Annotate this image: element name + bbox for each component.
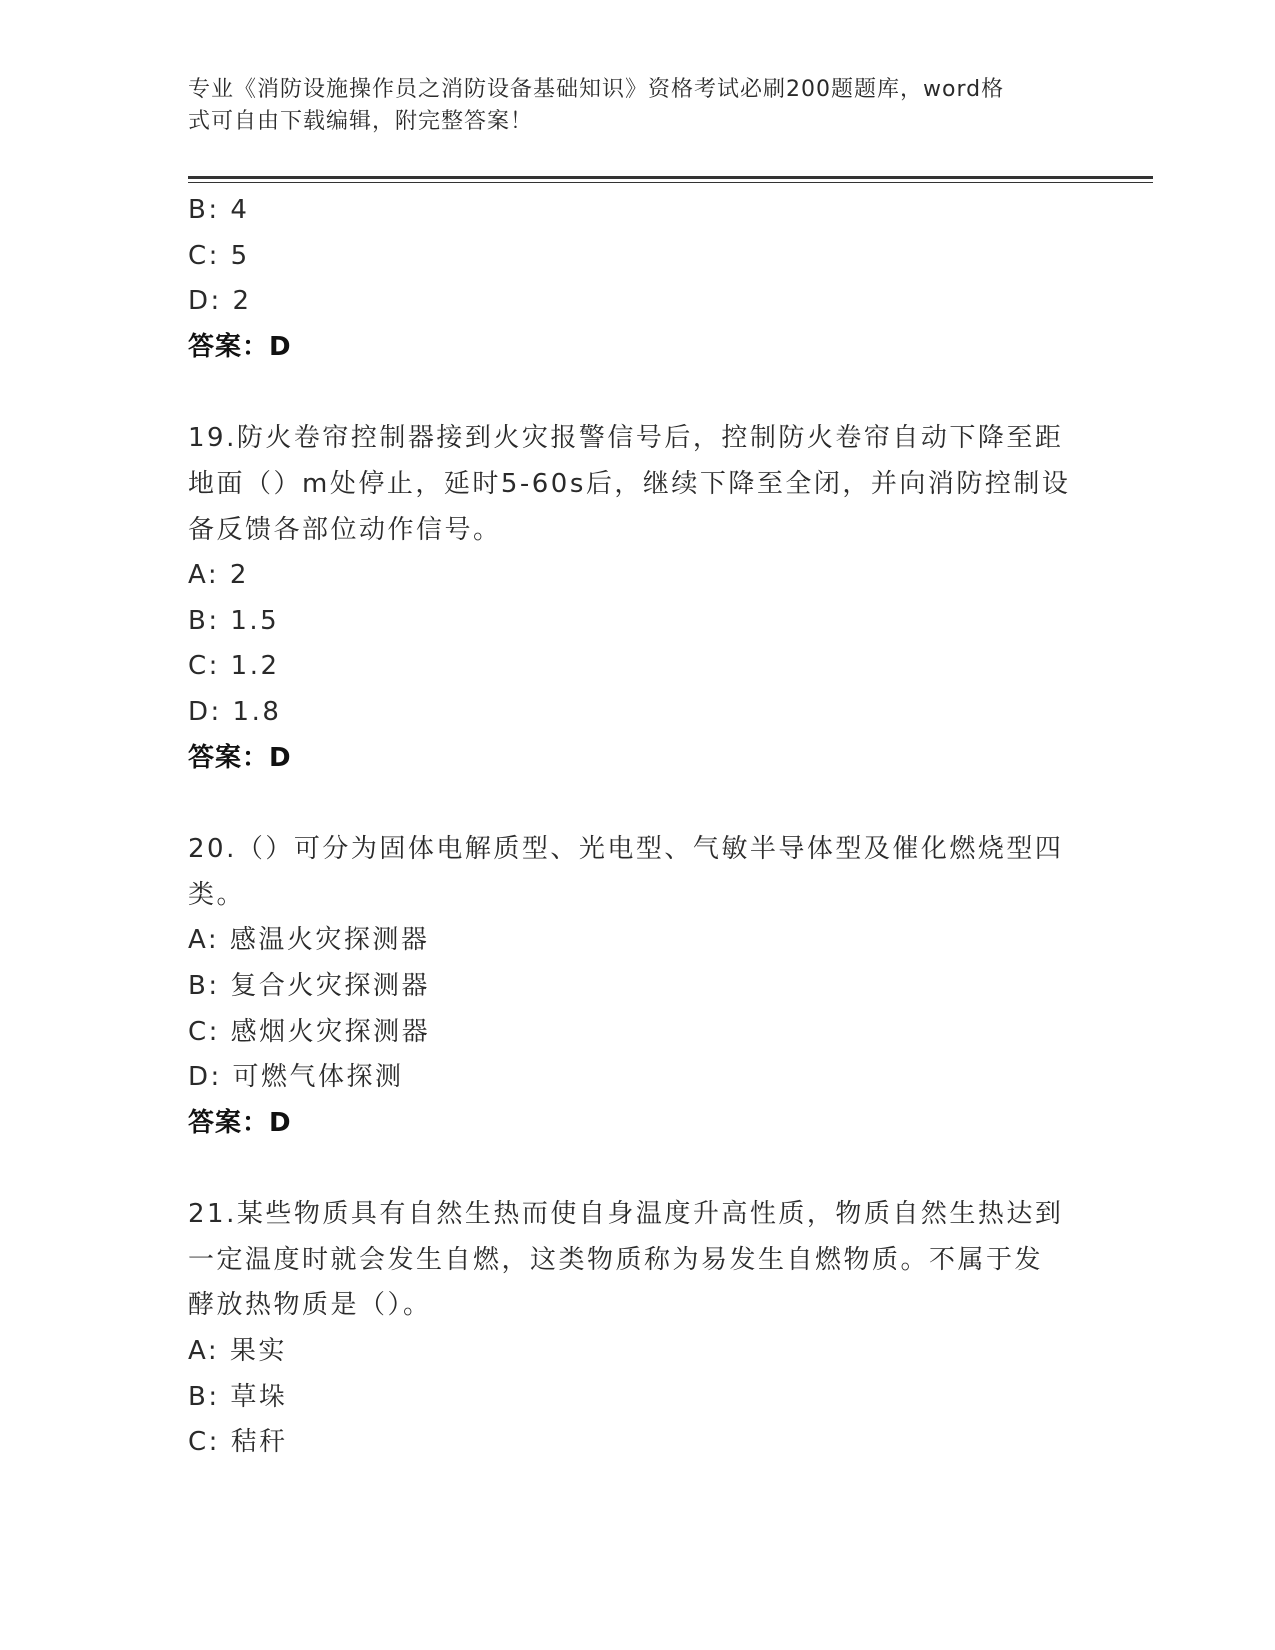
option-a: A: 果实 xyxy=(188,1336,287,1367)
question-stem-line: 一定温度时就会发生自燃，这类物质称为易发生自燃物质。不属于发 xyxy=(188,1244,1044,1275)
question-stem-line: 酵放热物质是（）。 xyxy=(188,1290,432,1321)
question-stem-line: 21.某些物质具有自然生热而使自身温度升高性质，物质自然生热达到 xyxy=(188,1199,1064,1230)
question-partial xyxy=(188,188,1088,370)
header-line-2: 式可自由下载编辑，附完整答案！ xyxy=(188,109,534,134)
option-d: D: 可燃气体探测 xyxy=(188,1062,404,1093)
document-header xyxy=(188,74,1088,138)
option-c: C: 5 xyxy=(188,240,250,271)
option-c: C: 感烟火灾探测器 xyxy=(188,1016,431,1047)
option-b: B: 草垛 xyxy=(188,1381,288,1412)
question-list xyxy=(188,188,1088,1466)
option-a: A: 感温火灾探测器 xyxy=(188,925,430,956)
question-stem-line: 类。 xyxy=(188,879,246,910)
option-c: C: 秸秆 xyxy=(188,1427,288,1458)
answer-line: 答案：D xyxy=(188,742,292,773)
option-b: B: 4 xyxy=(188,195,250,225)
header-rule-thick xyxy=(188,176,1153,179)
question-stem-line: 备反馈各部位动作信号。 xyxy=(188,514,502,545)
option-c: C: 1.2 xyxy=(188,651,280,682)
option-d: D: 1.8 xyxy=(188,696,282,727)
option-b: B: 复合火灾探测器 xyxy=(188,970,430,1001)
option-a: A: 2 xyxy=(188,560,249,591)
question-21 xyxy=(188,1192,1088,1466)
question-20 xyxy=(188,827,1088,1146)
header-rule-thin xyxy=(188,182,1153,183)
question-stem-line: 地面（）m处停止，延时5-60s后，继续下降至全闭，并向消防控制设 xyxy=(188,468,1071,499)
question-19 xyxy=(188,416,1088,781)
answer-line: 答案：D xyxy=(188,331,292,362)
option-d: D: 2 xyxy=(188,286,252,317)
question-stem-line: 19.防火卷帘控制器接到火灾报警信号后，控制防火卷帘自动下降至距 xyxy=(188,423,1064,454)
question-stem-line: 20.（）可分为固体电解质型、光电型、气敏半导体型及催化燃烧型四 xyxy=(188,834,1064,865)
answer-line: 答案：D xyxy=(188,1107,292,1138)
header-line-1: 专业《消防设施操作员之消防设备基础知识》资格考试必刷200题题库，word格 xyxy=(188,77,1005,102)
option-b: B: 1.5 xyxy=(188,605,280,636)
